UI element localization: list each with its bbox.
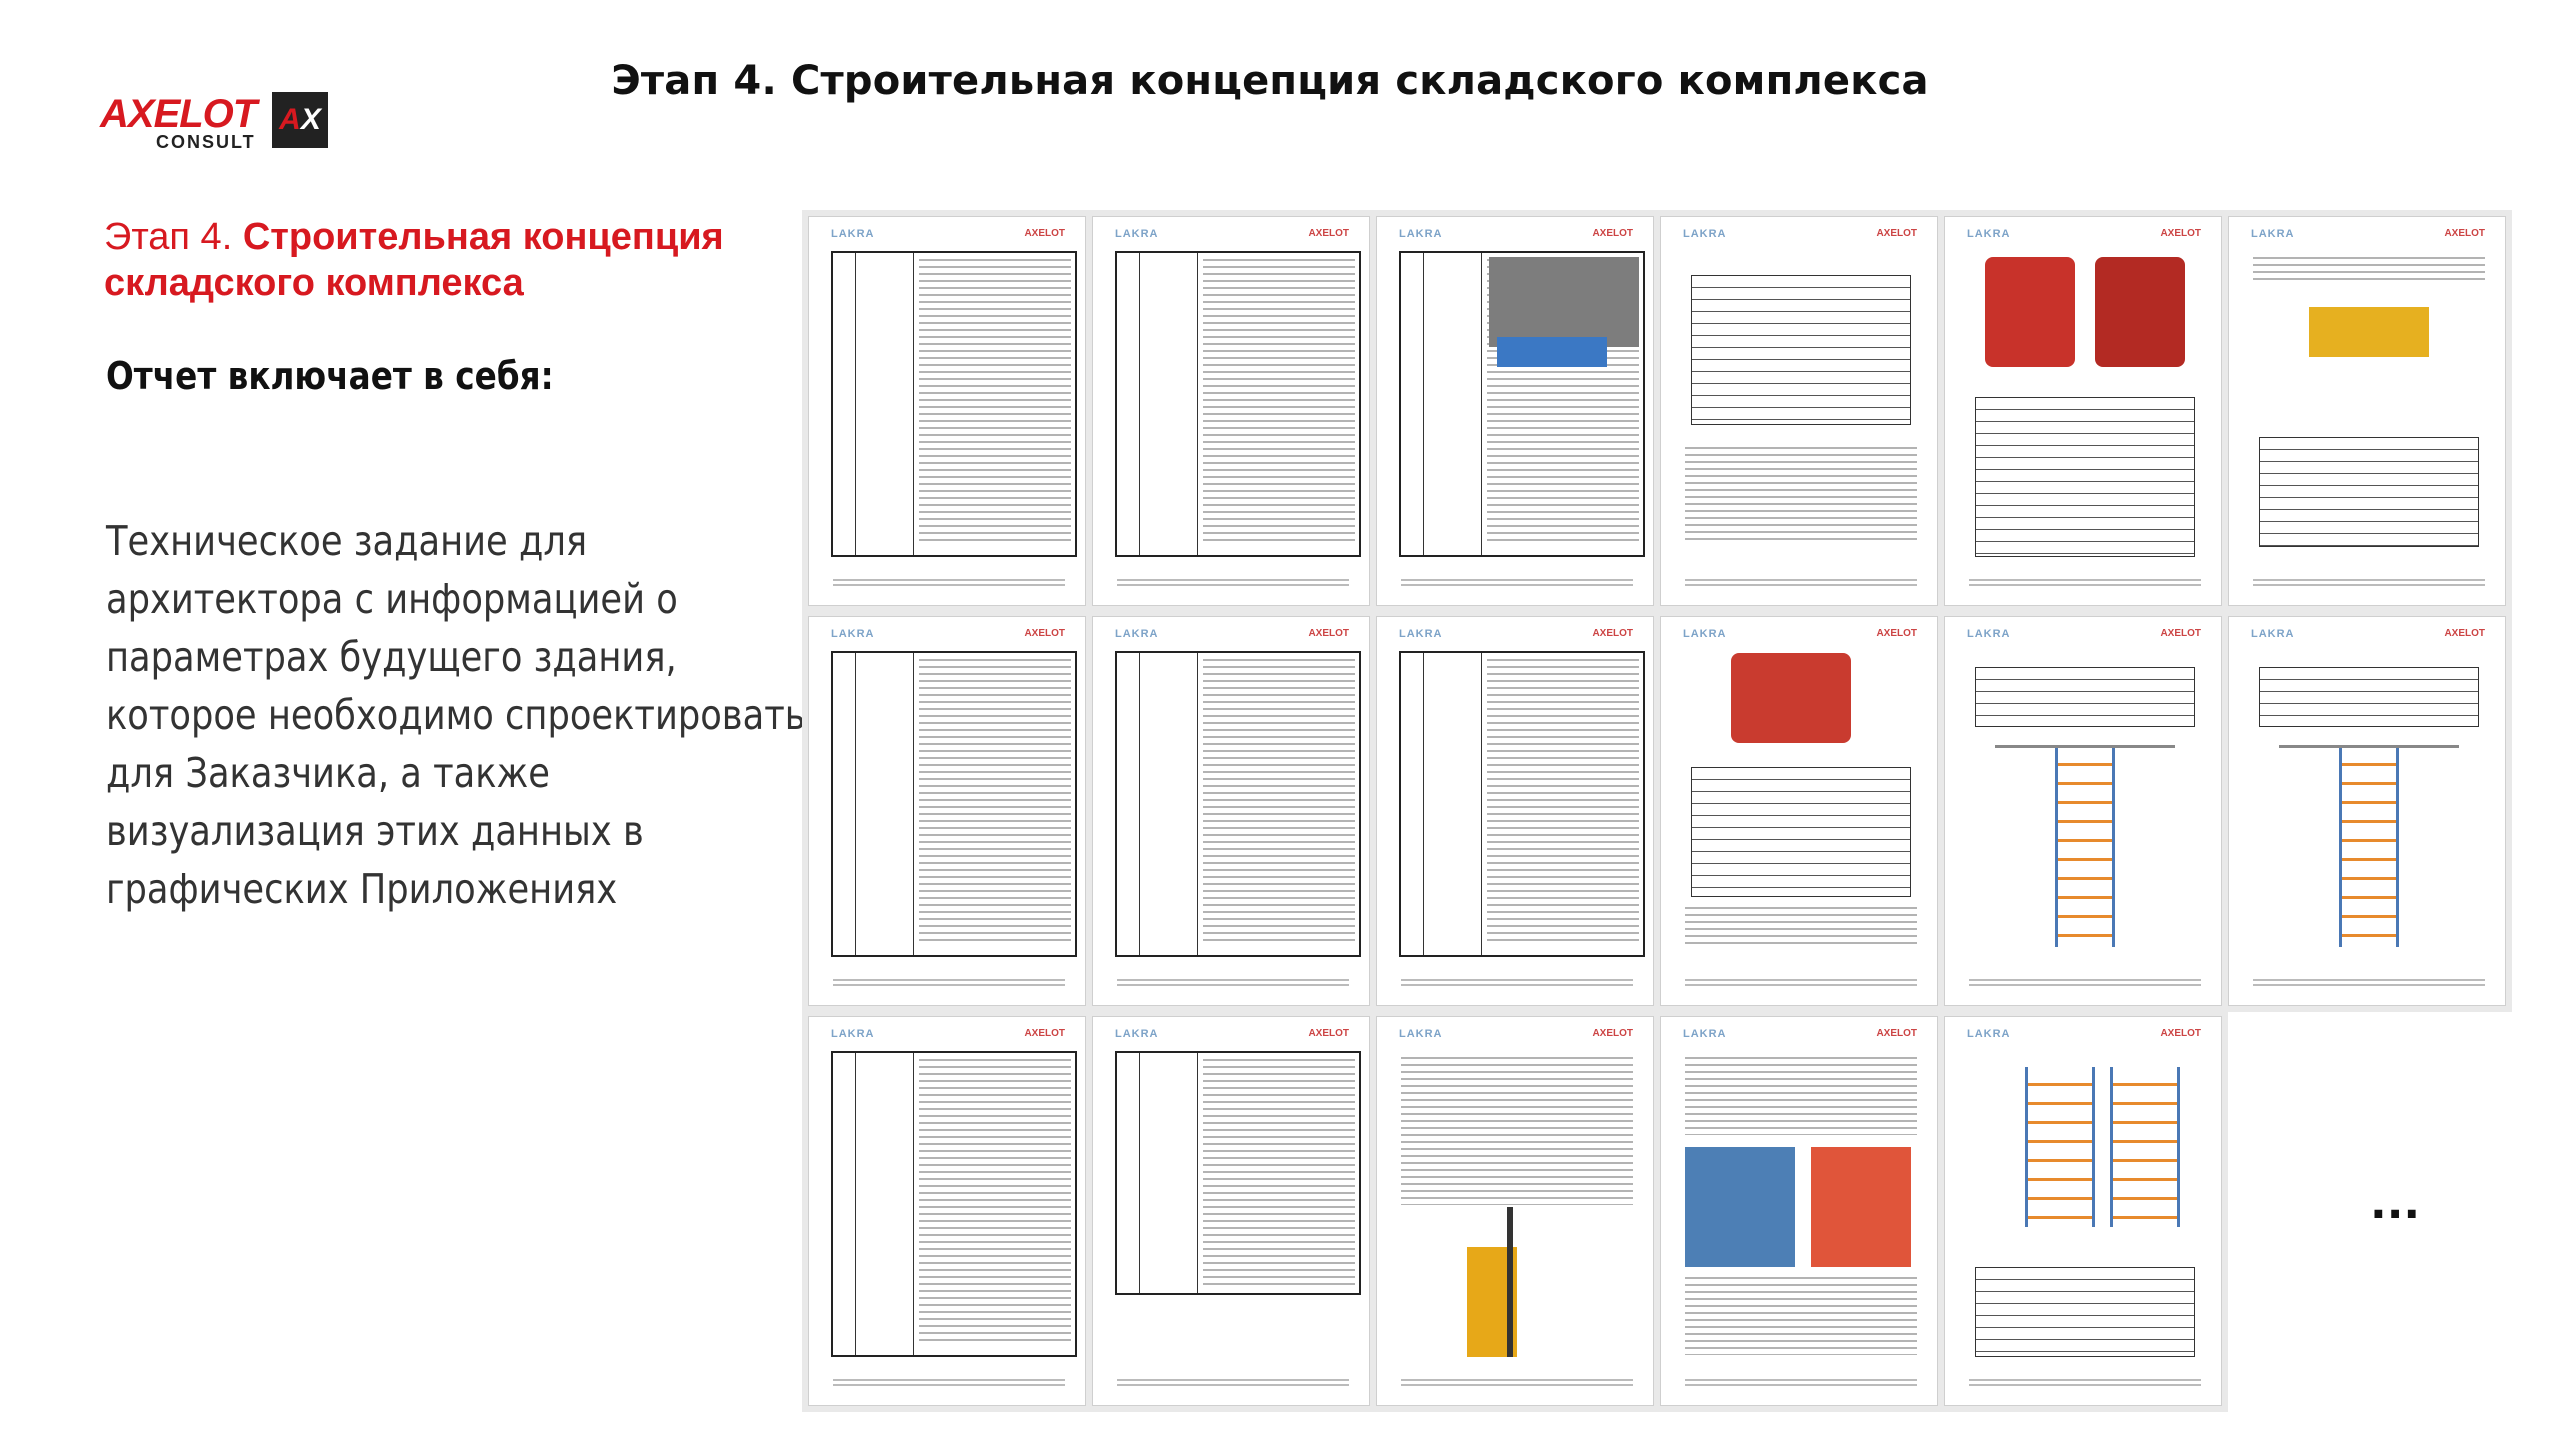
- page-graphic: [833, 1379, 1065, 1387]
- page-graphic: [2253, 257, 2485, 285]
- page-header-logo-right: AXELOT: [2160, 228, 2201, 239]
- document-page-thumbnail: [1944, 1016, 2222, 1406]
- page-graphic: [1975, 1267, 2195, 1357]
- document-page-thumbnail: [1660, 216, 1938, 606]
- page-header-logo-left: LAKRA: [2251, 228, 2295, 240]
- page-graphic: [833, 579, 1065, 587]
- page-graphic: [1489, 257, 1639, 347]
- logo-sub: CONSULT: [156, 132, 256, 152]
- page-header-logo-right: AXELOT: [2160, 1028, 2201, 1039]
- page-header-logo-left: LAKRA: [1399, 228, 1443, 240]
- page-header-logo-right: AXELOT: [1592, 628, 1633, 639]
- page-graphic: [1691, 275, 1911, 425]
- page-header-logo-right: AXELOT: [1308, 1028, 1349, 1039]
- page-header-logo-right: AXELOT: [2444, 628, 2485, 639]
- more-pages-indicator: ...: [2370, 1178, 2421, 1229]
- page-header-logo-left: LAKRA: [1399, 628, 1443, 640]
- description-text: Техническое задание для архитектора с информацией о параметрах будущего здания, которое необходимо спроектировать для Заказчика, а также визуализация этих данных в графических Приложениях: [106, 517, 806, 913]
- page-header-logo-right: AXELOT: [1308, 228, 1349, 239]
- page-header-logo-right: AXELOT: [1024, 228, 1065, 239]
- document-page-thumbnail: [1944, 616, 2222, 1006]
- page-graphic: [2259, 437, 2479, 547]
- page-graphic: [1685, 1277, 1917, 1355]
- page-header-logo-left: LAKRA: [2251, 628, 2295, 640]
- page-graphic: [1685, 979, 1917, 987]
- page-header-logo-left: LAKRA: [1115, 1028, 1159, 1040]
- page-graphic: [1685, 1147, 1795, 1267]
- page-graphic: [1487, 659, 1639, 945]
- document-page-thumbnail: [2228, 216, 2506, 606]
- page-graphic: [2253, 579, 2485, 587]
- stage-prefix: Этап 4.: [104, 216, 233, 258]
- page-header-logo-right: AXELOT: [1876, 628, 1917, 639]
- document-page-thumbnail: [808, 216, 1086, 606]
- document-page-thumbnail: [1092, 216, 1370, 606]
- page-graphic: [1811, 1147, 1911, 1267]
- page-header-logo-right: AXELOT: [1876, 228, 1917, 239]
- page-graphic: [2095, 257, 2185, 367]
- includes-heading: Отчет включает в себя:: [106, 354, 554, 398]
- page-header-logo-right: AXELOT: [1308, 628, 1349, 639]
- page-graphic: [2055, 747, 2115, 947]
- document-page-thumbnail: [1376, 1016, 1654, 1406]
- logo-word: AXELOT: [100, 92, 257, 136]
- page-graphic: [1685, 447, 1917, 545]
- page-graphic: [2253, 979, 2485, 987]
- page-header-logo-left: LAKRA: [1967, 628, 2011, 640]
- page-graphic: [1401, 1379, 1633, 1387]
- page-header-logo-left: LAKRA: [1967, 228, 2011, 240]
- page-header-logo-left: LAKRA: [831, 628, 875, 640]
- page-graphic: [2339, 747, 2399, 947]
- stage-title-line2: складского комплекса: [104, 262, 524, 304]
- page-graphic: [1117, 579, 1349, 587]
- document-page-thumbnail: [808, 616, 1086, 1006]
- page-graphic: [1985, 257, 2075, 367]
- page-graphic: [1497, 337, 1607, 367]
- page-graphic: [1975, 667, 2195, 727]
- page-header-logo-right: AXELOT: [1592, 1028, 1633, 1039]
- document-page-thumbnail: [1376, 616, 1654, 1006]
- page-graphic: [1995, 745, 2175, 748]
- page-graphic: [1401, 579, 1633, 587]
- page-header-logo-right: AXELOT: [1592, 228, 1633, 239]
- page-graphic: [1969, 979, 2201, 987]
- page-header-logo-left: LAKRA: [1399, 1028, 1443, 1040]
- page-graphic: [1731, 653, 1851, 743]
- document-page-thumbnail: [1944, 216, 2222, 606]
- document-page-thumbnail: [1092, 1016, 1370, 1406]
- page-header-logo-left: LAKRA: [1115, 628, 1159, 640]
- page-title: Этап 4. Строительная концепция складского комплекса: [611, 58, 1929, 104]
- page-graphic: [919, 259, 1071, 545]
- page-graphic: [919, 659, 1071, 945]
- page-graphic: [1685, 1057, 1917, 1135]
- page-graphic: [1507, 1207, 1513, 1357]
- stage-title-line1: Строительная концепция: [242, 216, 724, 258]
- page-header-logo-left: LAKRA: [1683, 628, 1727, 640]
- page-graphic: [919, 1059, 1071, 1345]
- page-graphic: [1685, 1379, 1917, 1387]
- page-header-logo-left: LAKRA: [831, 1028, 875, 1040]
- page-graphic: [1203, 659, 1355, 945]
- page-graphic: [1685, 579, 1917, 587]
- page-graphic: [2279, 745, 2459, 748]
- page-graphic: [1969, 579, 2201, 587]
- document-page-thumbnail: [2228, 616, 2506, 1006]
- page-graphic: [1203, 259, 1355, 545]
- page-header-logo-left: LAKRA: [1967, 1028, 2011, 1040]
- page-graphic: [2259, 667, 2479, 727]
- page-graphic: [2110, 1067, 2180, 1227]
- document-page-thumbnail: [1660, 616, 1938, 1006]
- page-graphic: [1975, 397, 2195, 557]
- page-graphic: [2025, 1067, 2095, 1227]
- axelot-logo: [100, 92, 330, 152]
- page-header-logo-left: LAKRA: [831, 228, 875, 240]
- stage-heading: [104, 214, 744, 306]
- page-graphic: [1203, 1059, 1355, 1285]
- page-header-logo-right: AXELOT: [2160, 628, 2201, 639]
- page-graphic: [1401, 979, 1633, 987]
- page-graphic: [1117, 979, 1349, 987]
- document-page-thumbnail: [808, 1016, 1086, 1406]
- page-graphic: [1685, 907, 1917, 945]
- page-header-logo-left: LAKRA: [1683, 1028, 1727, 1040]
- page-graphic: [1969, 1379, 2201, 1387]
- page-header-logo-right: AXELOT: [1876, 1028, 1917, 1039]
- page-graphic: [833, 979, 1065, 987]
- document-page-thumbnail: [1092, 616, 1370, 1006]
- page-header-logo-right: AXELOT: [2444, 228, 2485, 239]
- page-header-logo-right: AXELOT: [1024, 1028, 1065, 1039]
- page-graphic: [1117, 1379, 1349, 1387]
- page-graphic: [1691, 767, 1911, 897]
- page-header-logo-left: LAKRA: [1683, 228, 1727, 240]
- document-page-thumbnail: [1376, 216, 1654, 606]
- document-page-thumbnail: [2228, 1016, 2506, 1406]
- document-thumbnails: [800, 208, 2520, 1418]
- document-page-thumbnail: [1660, 1016, 1938, 1406]
- page-graphic: [1401, 1057, 1633, 1205]
- page-graphic: [2309, 307, 2429, 357]
- logo-badge-icon: A X: [272, 92, 328, 148]
- page-header-logo-right: AXELOT: [1024, 628, 1065, 639]
- page-header-logo-left: LAKRA: [1115, 228, 1159, 240]
